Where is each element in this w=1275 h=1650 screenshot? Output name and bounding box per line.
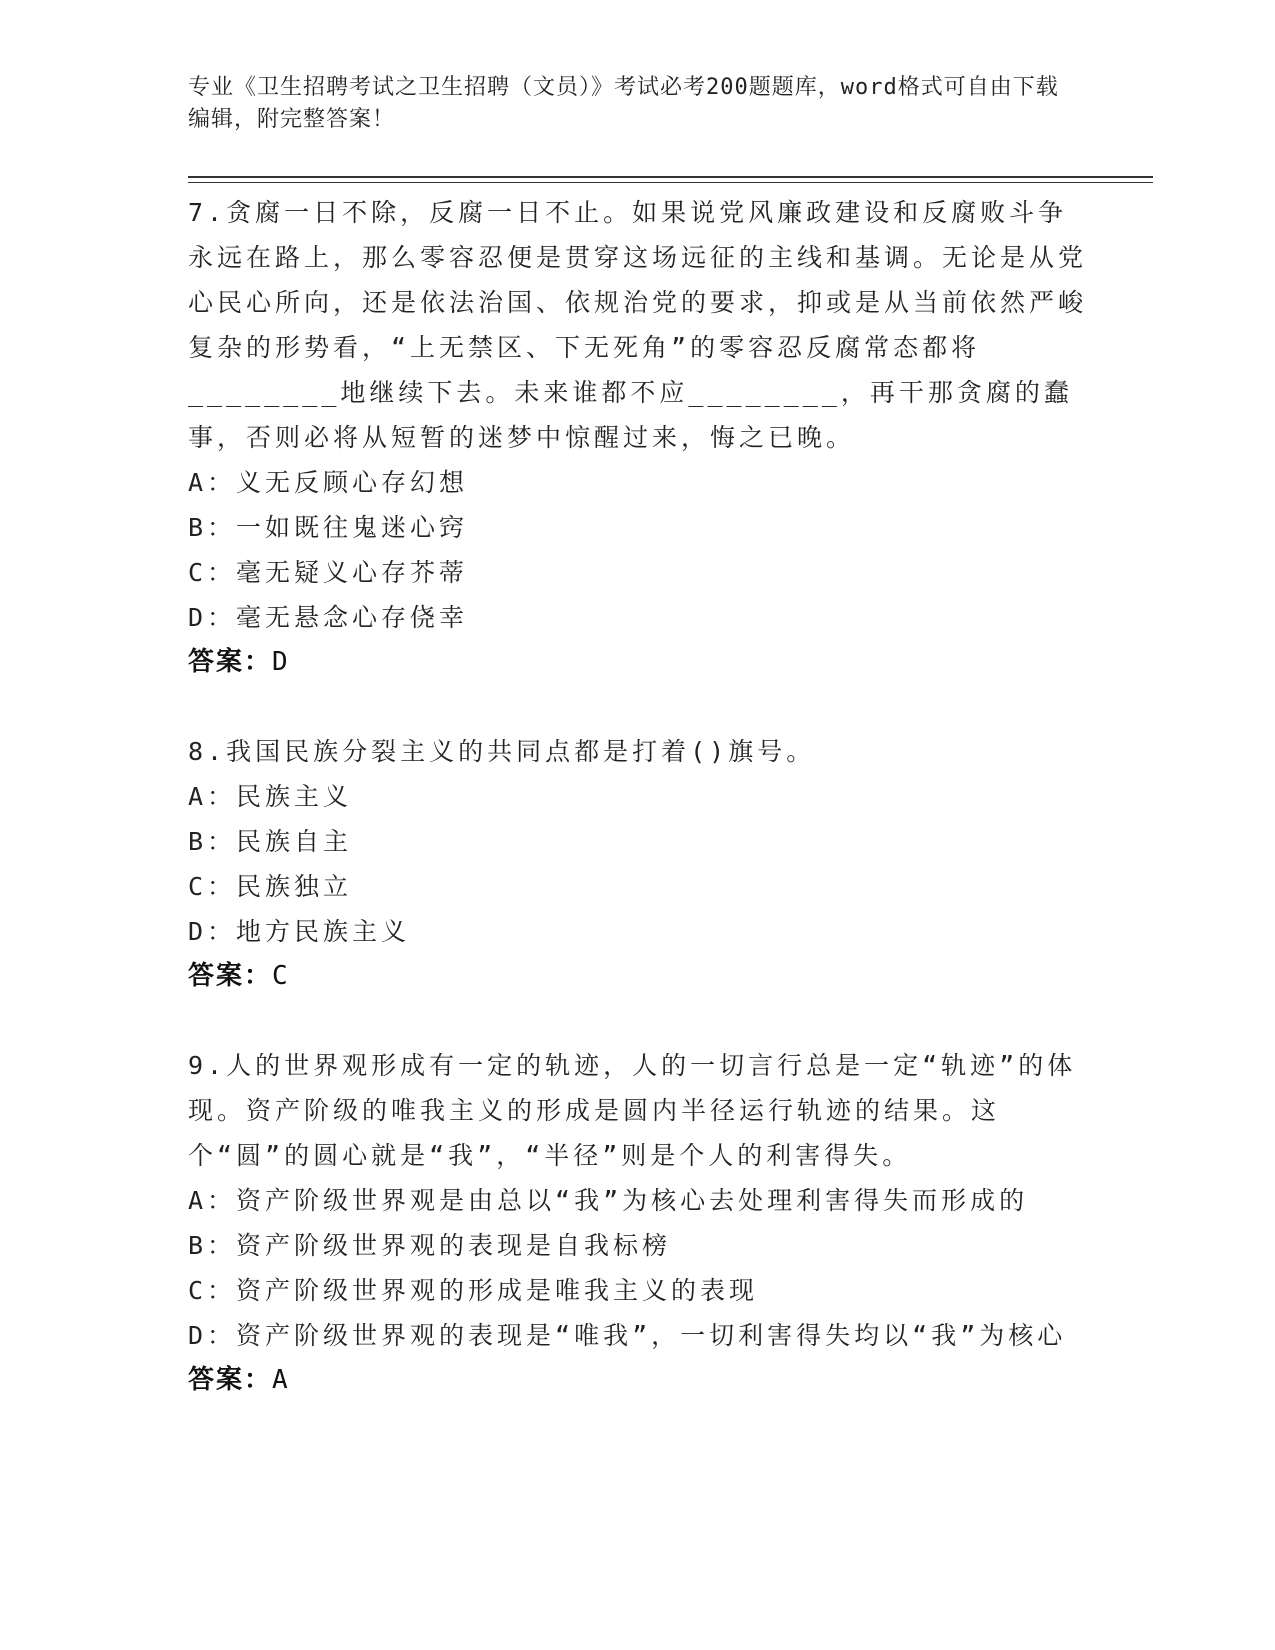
option-b: B：一如既往鬼迷心窍 <box>188 513 469 542</box>
answer-line <box>188 640 1088 685</box>
option-d: D：地方民族主义 <box>188 917 411 946</box>
option-b: B：民族自主 <box>188 827 353 856</box>
option-b: B：资产阶级世界观的表现是自我标榜 <box>188 1231 672 1260</box>
question-7 <box>188 190 1088 685</box>
option-c: C：民族独立 <box>188 872 353 901</box>
question-stem: 7.贪腐一日不除，反腐一日不止。如果说党风廉政建设和反腐败斗争永远在路上，那么零容忍便是贯穿这场远征的主线和基调。无论是从党心民心所向，还是依法治国、依规治党的要求，抑或是从当前依然严峻复杂的形势看，“上无禁区、下无死角”的零容忍反腐常态都将________地继续下去。未来谁都不应________，再干那贪腐的蠢事，否则必将从短暂的迷梦中惊醒过来，悔之已晚。 <box>188 198 1088 452</box>
spacer <box>188 685 1088 729</box>
option-a: A：义无反顾心存幻想 <box>188 468 469 497</box>
question-8 <box>188 729 1088 999</box>
answer-label: 答案： <box>188 961 273 991</box>
header-divider-thick <box>188 176 1153 178</box>
option-d: D：毫无悬念心存侥幸 <box>188 603 469 632</box>
question-9 <box>188 1043 1088 1403</box>
answer-line <box>188 954 1088 999</box>
question-stem: 9.人的世界观形成有一定的轨迹，人的一切言行总是一定“轨迹”的体现。资产阶级的唯我主义的形成是圆内半径运行轨迹的结果。这个“圆”的圆心就是“我”，“半径”则是个人的利害得失。 <box>188 1051 1077 1170</box>
spacer <box>188 999 1088 1043</box>
document-header <box>188 72 1068 136</box>
answer-value: C <box>272 961 290 991</box>
answer-label: 答案： <box>188 1365 273 1395</box>
answer-label: 答案： <box>188 647 273 677</box>
option-c: C：毫无疑义心存芥蒂 <box>188 558 469 587</box>
option-c: C：资产阶级世界观的形成是唯我主义的表现 <box>188 1276 759 1305</box>
answer-value: D <box>272 647 290 677</box>
question-list <box>188 190 1088 1403</box>
option-d: D：资产阶级世界观的表现是“唯我”，一切利害得失均以“我”为核心 <box>188 1321 1067 1350</box>
option-a: A：资产阶级世界观是由总以“我”为核心去处理利害得失而形成的 <box>188 1186 1029 1215</box>
header-divider-thin <box>188 182 1153 183</box>
header-title: 专业《卫生招聘考试之卫生招聘（文员）》考试必考200题题库，word格式可自由下载编辑，附完整答案！ <box>188 75 1059 132</box>
option-a: A：民族主义 <box>188 782 353 811</box>
answer-value: A <box>272 1365 290 1395</box>
question-stem: 8.我国民族分裂主义的共同点都是打着()旗号。 <box>188 737 816 766</box>
answer-line <box>188 1358 1088 1403</box>
